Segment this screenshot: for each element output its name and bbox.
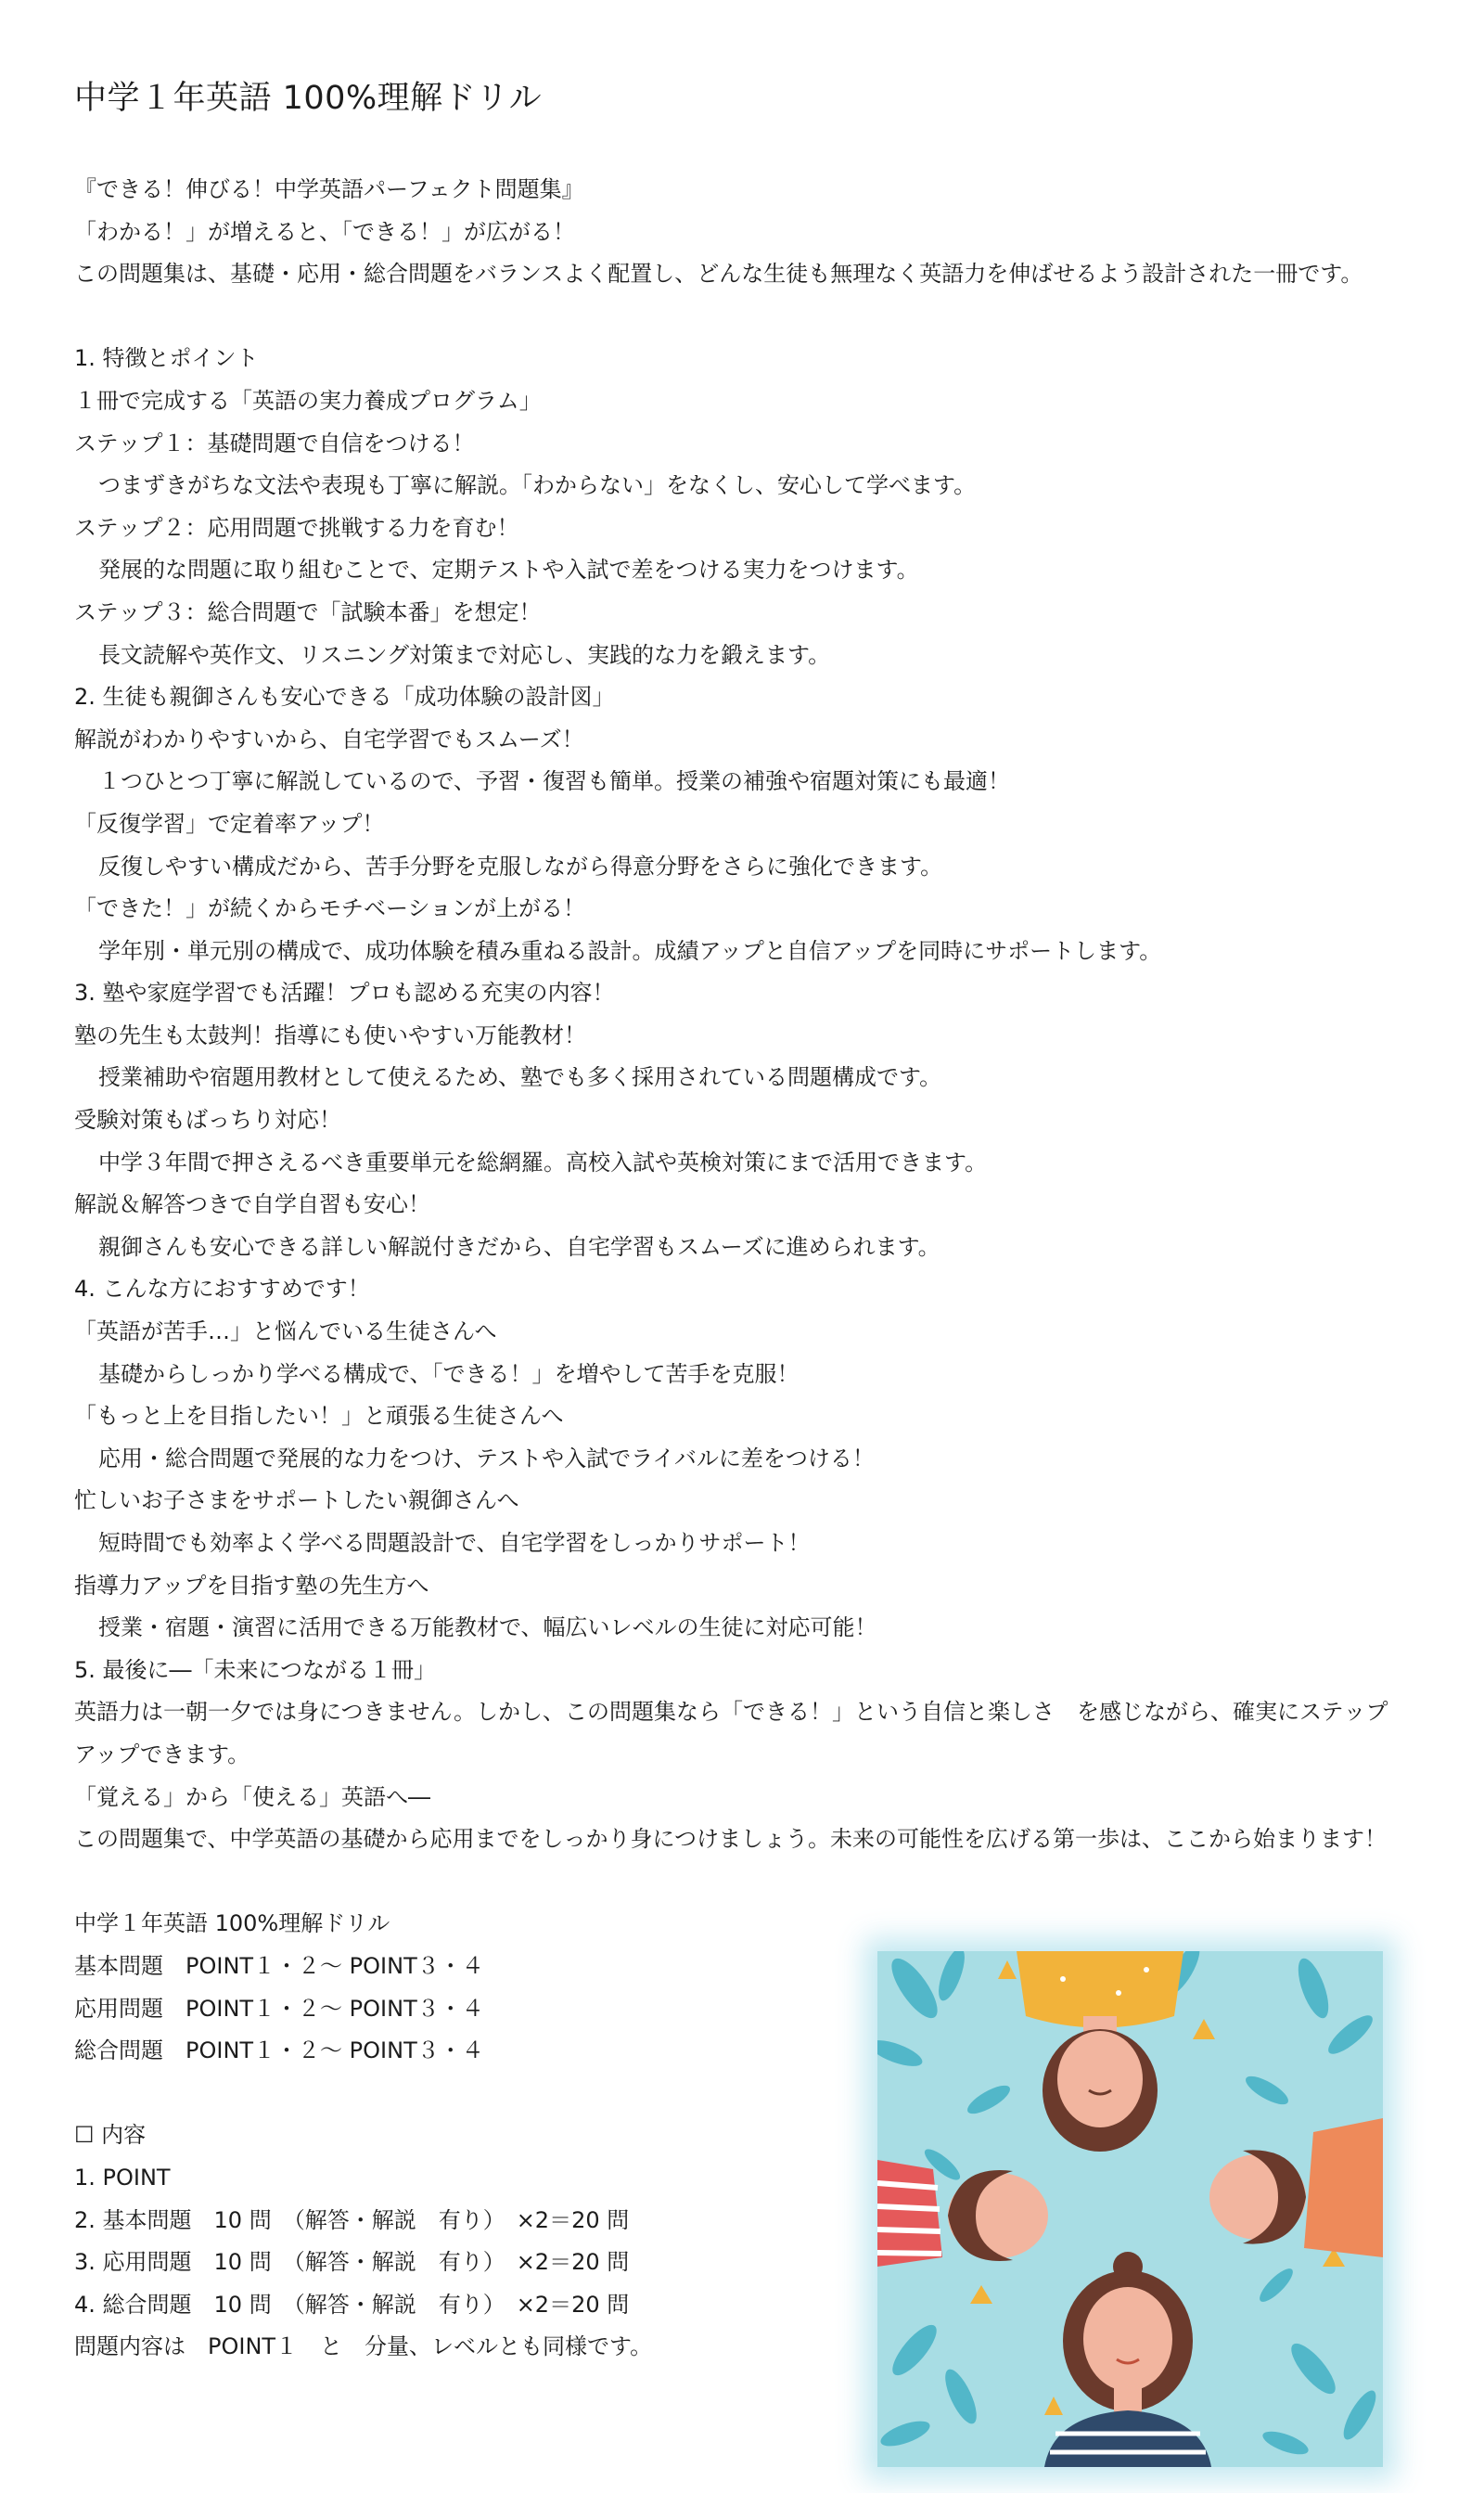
section-line: 忙しいお子さまをサポートしたい親御さんへ xyxy=(74,1487,519,1514)
contents-line: 問題内容は POINT１ と 分量、レベルとも同様です。 xyxy=(74,2333,653,2360)
section-line: １冊で完成する「英語の実力養成プログラム」 xyxy=(74,387,542,414)
section-line: 「もっと上を目指したい！」と頑張る生徒さんへ xyxy=(74,1403,564,1430)
students-illustration xyxy=(877,1951,1383,2467)
section-line: ステップ１：基礎問題で自信をつける！ xyxy=(74,430,475,456)
section-heading: 1. 特徴とポイント xyxy=(74,345,259,372)
contents-line: 4. 総合問題 10 問 （解答・解説 有り） ×2＝20 問 xyxy=(74,2291,630,2318)
spacer xyxy=(74,296,1391,339)
intro-line: 『できる！伸びる！中学英語パーフェクト問題集』 xyxy=(74,176,584,202)
contents-line: 1. POINT xyxy=(74,2164,171,2191)
section-detail: 親御さんも安心できる詳しい解説付きだから、自宅学習もスムーズに進められます。 xyxy=(98,1233,940,1260)
summary-title: 中学１年英語 100%理解ドリル xyxy=(74,1910,390,1937)
spacer xyxy=(74,1861,1391,1904)
student-left xyxy=(877,2160,1048,2267)
section-line: 「できた！」が続くからモチベーションが上がる！ xyxy=(74,895,586,922)
section-heading: 5. 最後に―「未来につながる１冊」 xyxy=(74,1656,437,1683)
section-detail: 反復しやすい構成だから、苦手分野を克服しながら得意分野をさらに強化できます。 xyxy=(98,853,943,880)
section-heading: 3. 塾や家庭学習でも活躍！プロも認める充実の内容！ xyxy=(74,980,615,1007)
section-detail: 中学３年間で押さえるべき重要単元を総網羅。高校入試や英検対策にまで活用できます。 xyxy=(98,1149,988,1176)
section-detail: つまずきがちな文法や表現も丁寧に解説。「わからない」をなくし、安心して学べます。 xyxy=(98,472,977,499)
section-paragraph: 英語力は一朝一夕では身につきません。しかし、この問題集なら「できる！」という自信と楽しさ を感じながら、確実にステップアップできます。 xyxy=(74,1699,1388,1767)
section-detail: 発展的な問題に取り組むことで、定期テストや入試で差をつける実力をつけます。 xyxy=(98,557,919,584)
section-line: ステップ２：応用問題で挑戦する力を育む！ xyxy=(74,514,519,541)
section-heading: 2. 生徒も親御さんも安心できる「成功体験の設計図」 xyxy=(74,684,615,711)
student-top xyxy=(1017,1951,1183,2152)
contents-line: 3. 応用問題 10 問 （解答・解説 有り） ×2＝20 問 xyxy=(74,2249,630,2276)
section-line: 「覚える」から「使える」英語へ― xyxy=(74,1783,430,1810)
contents-heading: ☐ 内容 xyxy=(74,2122,147,2149)
section-paragraph: この問題集で、中学英語の基礎から応用までをしっかり身につけましょう。未来の可能性を広げる第一歩は、ここから始まります！ xyxy=(74,1826,1388,1853)
section-detail: 学年別・単元別の構成で、成功体験を積み重ねる設計。成績アップと自信アップを同時にサポートします。 xyxy=(98,937,1162,964)
summary-line: 応用問題 POINT１・２～ POINT３・４ xyxy=(74,1995,484,2022)
section-line: 指導力アップを目指す塾の先生方へ xyxy=(74,1572,429,1599)
section-detail: 応用・総合問題で発展的な力をつけ、テストや入試でライバルに差をつける！ xyxy=(98,1445,875,1471)
intro-line: 「わかる！」が増えると、「できる！」が広がる！ xyxy=(74,218,575,245)
summary-line: 基本問題 POINT１・２～ POINT３・４ xyxy=(74,1952,484,1979)
students-illustration-svg xyxy=(877,1951,1383,2467)
section-detail: 基礎からしっかり学べる構成で、「できる！」を増やして苦手を克服！ xyxy=(98,1360,800,1387)
section-line: 解説がわかりやすいから、自宅学習でもスムーズ！ xyxy=(74,726,584,752)
section-line: 受験対策もばっちり対応！ xyxy=(74,1107,341,1134)
section-line: 「英語が苦手…」と悩んでいる生徒さんへ xyxy=(74,1318,497,1345)
section-detail: 短時間でも効率よく学べる問題設計で、自宅学習をしっかりサポート！ xyxy=(98,1530,811,1556)
section-line: 「反復学習」で定着率アップ！ xyxy=(74,810,385,837)
section-detail: 長文読解や英作文、リスニング対策まで対応し、実践的な力を鍛えます。 xyxy=(98,641,831,668)
contents-line: 2. 基本問題 10 問 （解答・解説 有り） ×2＝20 問 xyxy=(74,2206,630,2233)
section-detail: 授業補助や宿題用教材として使えるため、塾でも多く採用されている問題構成です。 xyxy=(98,1064,942,1091)
student-right xyxy=(1209,2118,1383,2257)
intro-paragraph: この問題集は、基礎・応用・総合問題をバランスよく配置し、どんな生徒も無理なく英語力を伸ばせるよう設計された一冊です。 xyxy=(74,261,1363,288)
section-detail: １つひとつ丁寧に解説しているので、予習・復習も簡単。授業の補強や宿題対策にも最適！ xyxy=(98,768,1011,795)
section-heading: 4. こんな方におすすめです！ xyxy=(74,1276,370,1303)
student-bottom xyxy=(1044,2252,1211,2467)
page-title: 中学１年英語 100%理解ドリル xyxy=(74,80,543,117)
section-line: 塾の先生も太鼓判！指導にも使いやすい万能教材！ xyxy=(74,1022,586,1048)
section-line: 解説＆解答つきで自学自習も安心！ xyxy=(74,1191,430,1218)
section-detail: 授業・宿題・演習に活用できる万能教材で、幅広いレベルの生徒に対応可能！ xyxy=(98,1614,877,1641)
summary-line: 総合問題 POINT１・２～ POINT３・４ xyxy=(74,2037,484,2064)
section-line: ステップ３：総合問題で「試験本番」を想定！ xyxy=(74,598,542,625)
